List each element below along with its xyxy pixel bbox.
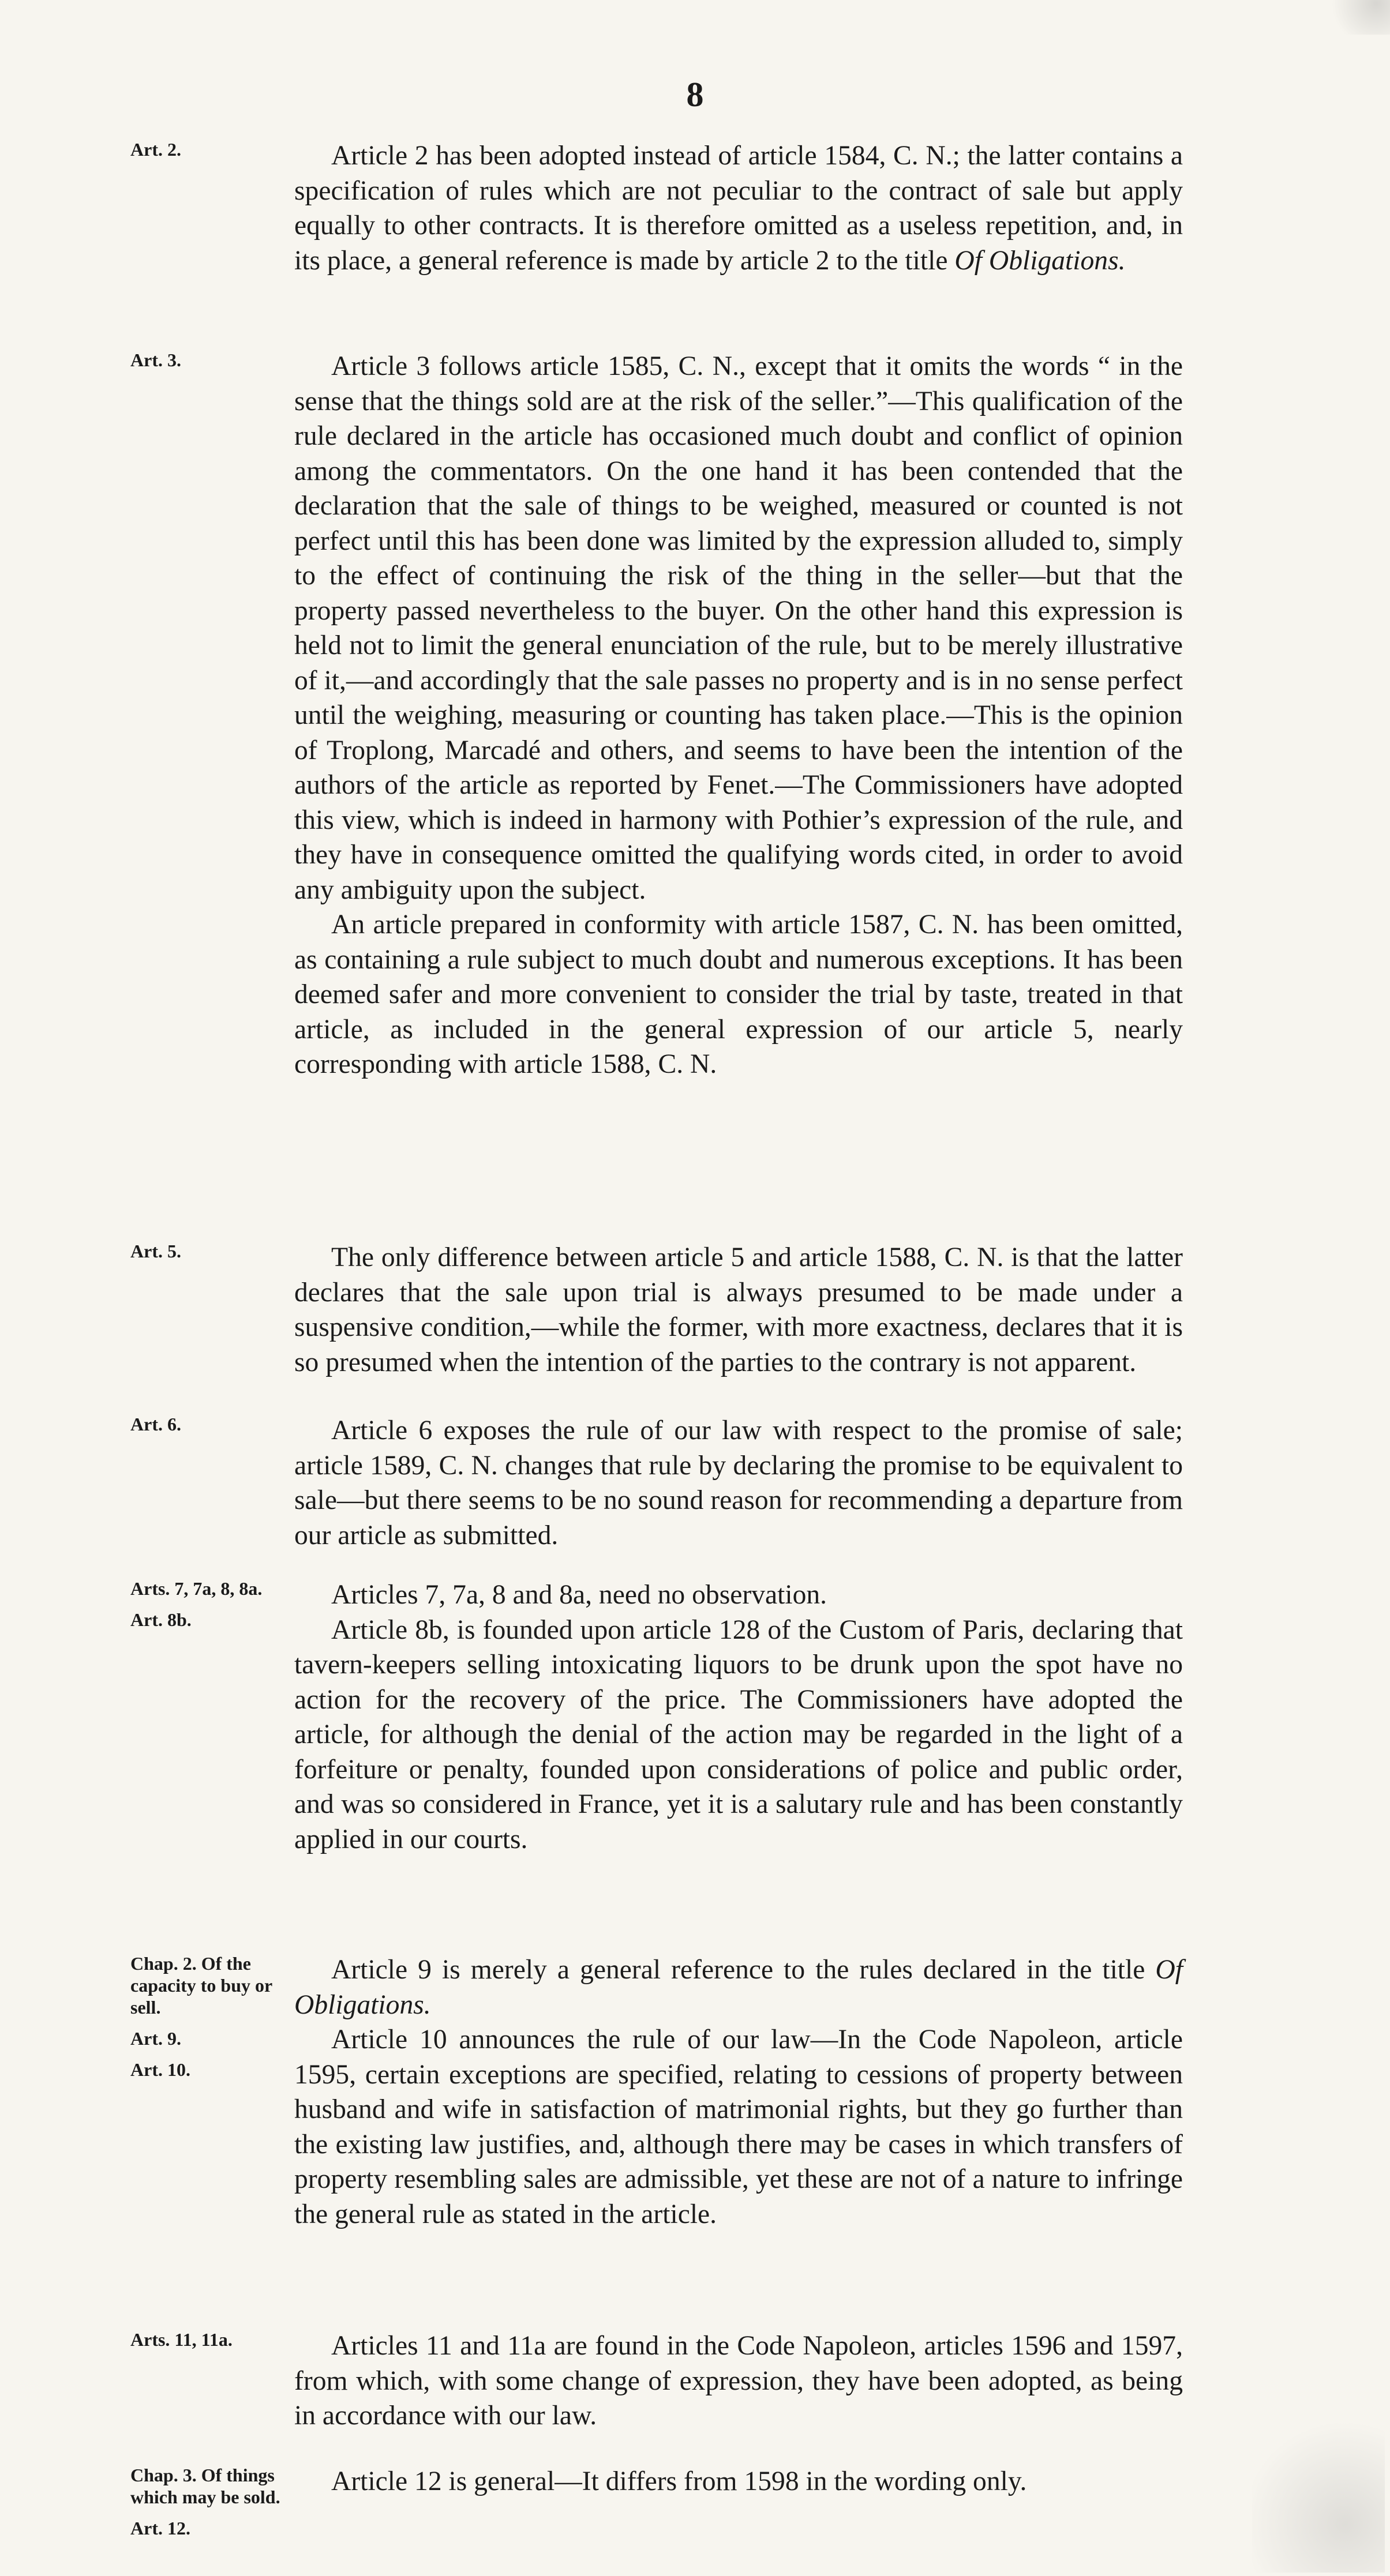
paragraph: Article 8b, is founded upon article 128 of the Custom of Paris, declaring that tavern-keepers selling intoxicating liquors to be drunk upon the spot have no action for the recovery of the price. The Commissioners have adopted the article, for although the denial of the action may be regarded in the light of a forfeiture or penalty, founded upon considerations of police and public order, and was so considered in France, yet it is a salutary rule and has been constantly applied in our courts. <box>294 1614 1183 1854</box>
margin-notes <box>130 2464 286 2548</box>
title-reference: Of Obligations. <box>954 245 1126 276</box>
page-number: 8 <box>686 76 704 114</box>
paragraph: Article 3 follows article 1585, C. N., except that it omits the words “ in the sense that the things sold are at the risk of the seller.”—This qualification of the rule declared in the article has occasioned much doubt and conflict of opinion among the commentators. On the one hand it has been contended that the declaration that the sale of things to be weighed, measured or counted is not perfect until this has been done was limited by the expression alluded to, simply to the effect of continuing the risk of the thing in the seller—but that the property passed nevertheless to the buyer. On the other hand this expression is held not to limit the general enunciation of the rule, but to be merely illustrative of it,—and accordingly that the sale passes no property and is in no sense perfect until the weighing, measuring or counting has taken place.—This is the opinion of Troplong, Marcadé and others, and seems to have been the intention of the authors of the article as reported by Fenet.—The Commissioners have adopted this view, which is indeed in harmony with Pothier’s expression of the rule, and they have in consequence omitted the qualifying words cited, in order to avoid any ambiguity upon the subject. <box>294 351 1183 905</box>
margin-notes <box>130 349 286 380</box>
margin-note: Art. 12. <box>130 2518 190 2539</box>
margin-notes <box>130 1240 286 1271</box>
title-reference: Of Obligations. <box>294 1955 1183 2020</box>
margin-note: Chap. 3. Of things which may be sold. <box>130 2465 280 2507</box>
paper-corner-stain <box>1321 0 1390 35</box>
margin-note: Art. 5. <box>130 1241 181 1261</box>
margin-note: Art. 3. <box>130 350 181 370</box>
body-text <box>294 1578 1183 1857</box>
paragraph: The only difference between article 5 and article 1588, C. N. is that the latter declares that the sale upon trial is always presumed to be made under a suspensive condition,—while the former, with more exactness, declares that it is so presumed when the intention of the parties to the contrary is not apparent. <box>294 1242 1183 1377</box>
margin-notes <box>130 1578 286 1640</box>
body-text <box>294 1952 1183 2232</box>
paper-edge-stain <box>1252 2411 1385 2573</box>
margin-note: Arts. 11, 11a. <box>130 2329 233 2350</box>
margin-note: Arts. 7, 7a, 8, 8a. <box>130 1578 263 1599</box>
margin-note: Art. 9. <box>130 2028 181 2049</box>
margin-notes <box>130 1413 286 1444</box>
body-text <box>294 1240 1183 1380</box>
body-text <box>294 2329 1183 2434</box>
body-text <box>294 2464 1183 2499</box>
margin-notes <box>130 2329 286 2360</box>
margin-note: Art. 8b. <box>130 1609 192 1630</box>
paragraph: Articles 11 and 11a are found in the Code Napoleon, articles 1596 and 1597, from which, with some change of expression, they have been adopted, as being in accordance with our law. <box>294 2331 1183 2431</box>
paragraph: Article 10 announces the rule of our law—In the Code Napoleon, article 1595, certain exceptions are specified, relating to cessions of property between husband and wife in satisfaction of matrimonial rights, but they go further than the existing law justifies, and, although there may be cases in which transfers of property resembling sales are admissible, yet these are not of a nature to infringe the general rule as stated in the article. <box>294 2025 1183 2229</box>
paragraph: An article prepared in conformity with article 1587, C. N. has been omitted, as containing a rule subject to much doubt and numerous exceptions. It has been deemed safer and more convenient to consider the trial by taste, treated in that article, as included in the general expression of our article 5, nearly corresponding with article 1588, C. N. <box>294 910 1183 1079</box>
paragraph: Article 2 has been adopted instead of article 1584, C. N.; the latter contains a specification of rules which are not peculiar to the contract of sale but apply equally to other contracts. It is therefore omitted as a useless repetition, and, in its place, a general reference is made by article 2 to the title Of Obligations. <box>294 141 1183 276</box>
body-text <box>294 1413 1183 1553</box>
margin-note: Chap. 2. Of the capacity to buy or sell. <box>130 1953 272 2018</box>
body-text <box>294 138 1183 278</box>
margin-note: Art. 2. <box>130 139 181 160</box>
margin-note: Art. 6. <box>130 1414 181 1435</box>
paragraph: Article 12 is general—It differs from 1598 in the wording only. <box>331 2466 1027 2496</box>
margin-notes <box>130 138 286 170</box>
paragraph: Article 6 exposes the rule of our law with respect to the promise of sale; article 1589, C. N. changes that rule by declaring the promise to be equivalent to sale—but there seems to be no sound reason for recommending a departure from our article as submitted. <box>294 1415 1183 1550</box>
paragraph: Article 9 is merely a general reference to the rules declared in the title Of Obligations. <box>294 1955 1183 2020</box>
paragraph: Articles 7, 7a, 8 and 8a, need no observation. <box>331 1580 827 1610</box>
margin-notes <box>130 1952 286 2090</box>
margin-note: Art. 10. <box>130 2059 190 2080</box>
body-text <box>294 349 1183 1082</box>
